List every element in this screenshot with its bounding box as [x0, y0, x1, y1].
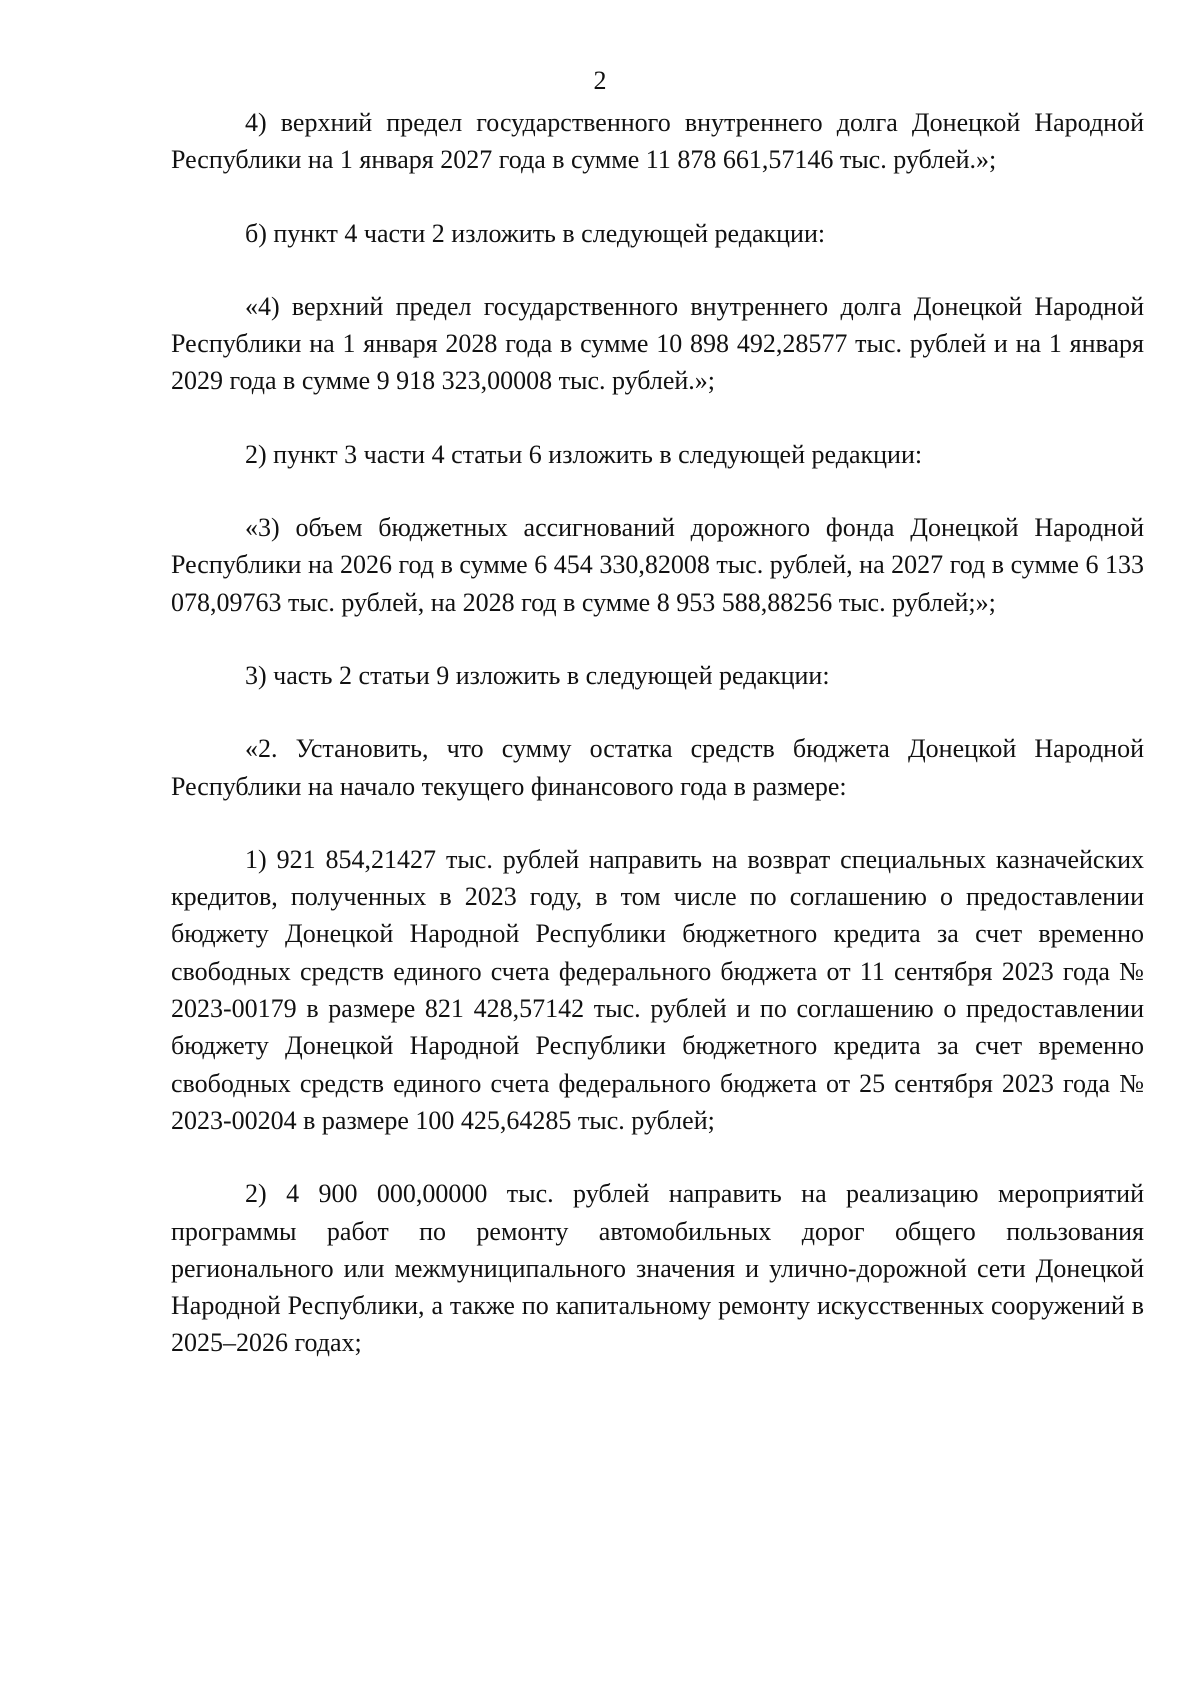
paragraph-amendment-b: б) пункт 4 части 2 изложить в следующей редакции: — [245, 218, 826, 248]
paragraph-road-fund: «3) объем бюджетных ассигнований дорожного фонда Донецкой Народной Республики на 2026 год в сумме 6 454 330,82008 тыс. рублей, на 2027 год в сумме 6 133 078,09763 тыс. рублей, на 2028 год в сумме 8 953 588,88256 тыс. рублей;»; — [171, 513, 1144, 617]
paragraph-amendment-article-6: 2) пункт 3 части 4 статьи 6 изложить в следующей редакции: — [245, 439, 923, 469]
paragraph-debt-limit-2027: 4) верхний предел государственного внутреннего долга Донецкой Народной Республики на 1 января 2027 года в сумме 11 878 661,57146 тыс. рублей.»; — [171, 108, 1144, 175]
paragraph-treasury-credits: 1) 921 854,21427 тыс. рублей направить на возврат специальных казначейских кредитов, полученных в 2023 году, в том числе по соглашению о предоставлении бюджету Донецкой Народной Республики бюджетного кредита за счет временно свободных средств единого счета федерального бюджета от 11 сентября 2023 года № 2023-00179 в размере 821 428,57142 тыс. рублей и по соглашению о предоставлении бюджету Донецкой Народной Республики бюджетного кредита за счет временно свободных средств единого счета федерального бюджета от 25 сентября 2023 года № 2023-00204 в размере 100 425,64285 тыс. рублей; — [171, 844, 1144, 1135]
paragraph-amendment-article-9: 3) часть 2 статьи 9 изложить в следующей редакции: — [245, 660, 830, 690]
paragraph-budget-balance: «2. Установить, что сумму остатка средств бюджета Донецкой Народной Республики на начало текущего финансового года в размере: — [171, 734, 1144, 801]
page-number: 2 — [593, 66, 607, 95]
paragraph-debt-limit-2028-2029: «4) верхний предел государственного внутреннего долга Донецкой Народной Республики на 1 января 2028 года в сумме 10 898 492,28577 тыс. рублей и на 1 января 2029 года в сумме 9 918 323,00008 тыс. рублей.»; — [171, 291, 1144, 396]
paragraph-road-repair-program: 2) 4 900 000,00000 тыс. рублей направить на реализацию мероприятий программы работ по ремонту автомобильных дорог общего пользования регионального или межмуниципального значения и улично-дорожной сети Донецкой Народной Республики, а также по капитальному ремонту искусственных сооружений в 2025–2026 годах; — [171, 1179, 1144, 1358]
document-body — [171, 104, 1144, 1362]
